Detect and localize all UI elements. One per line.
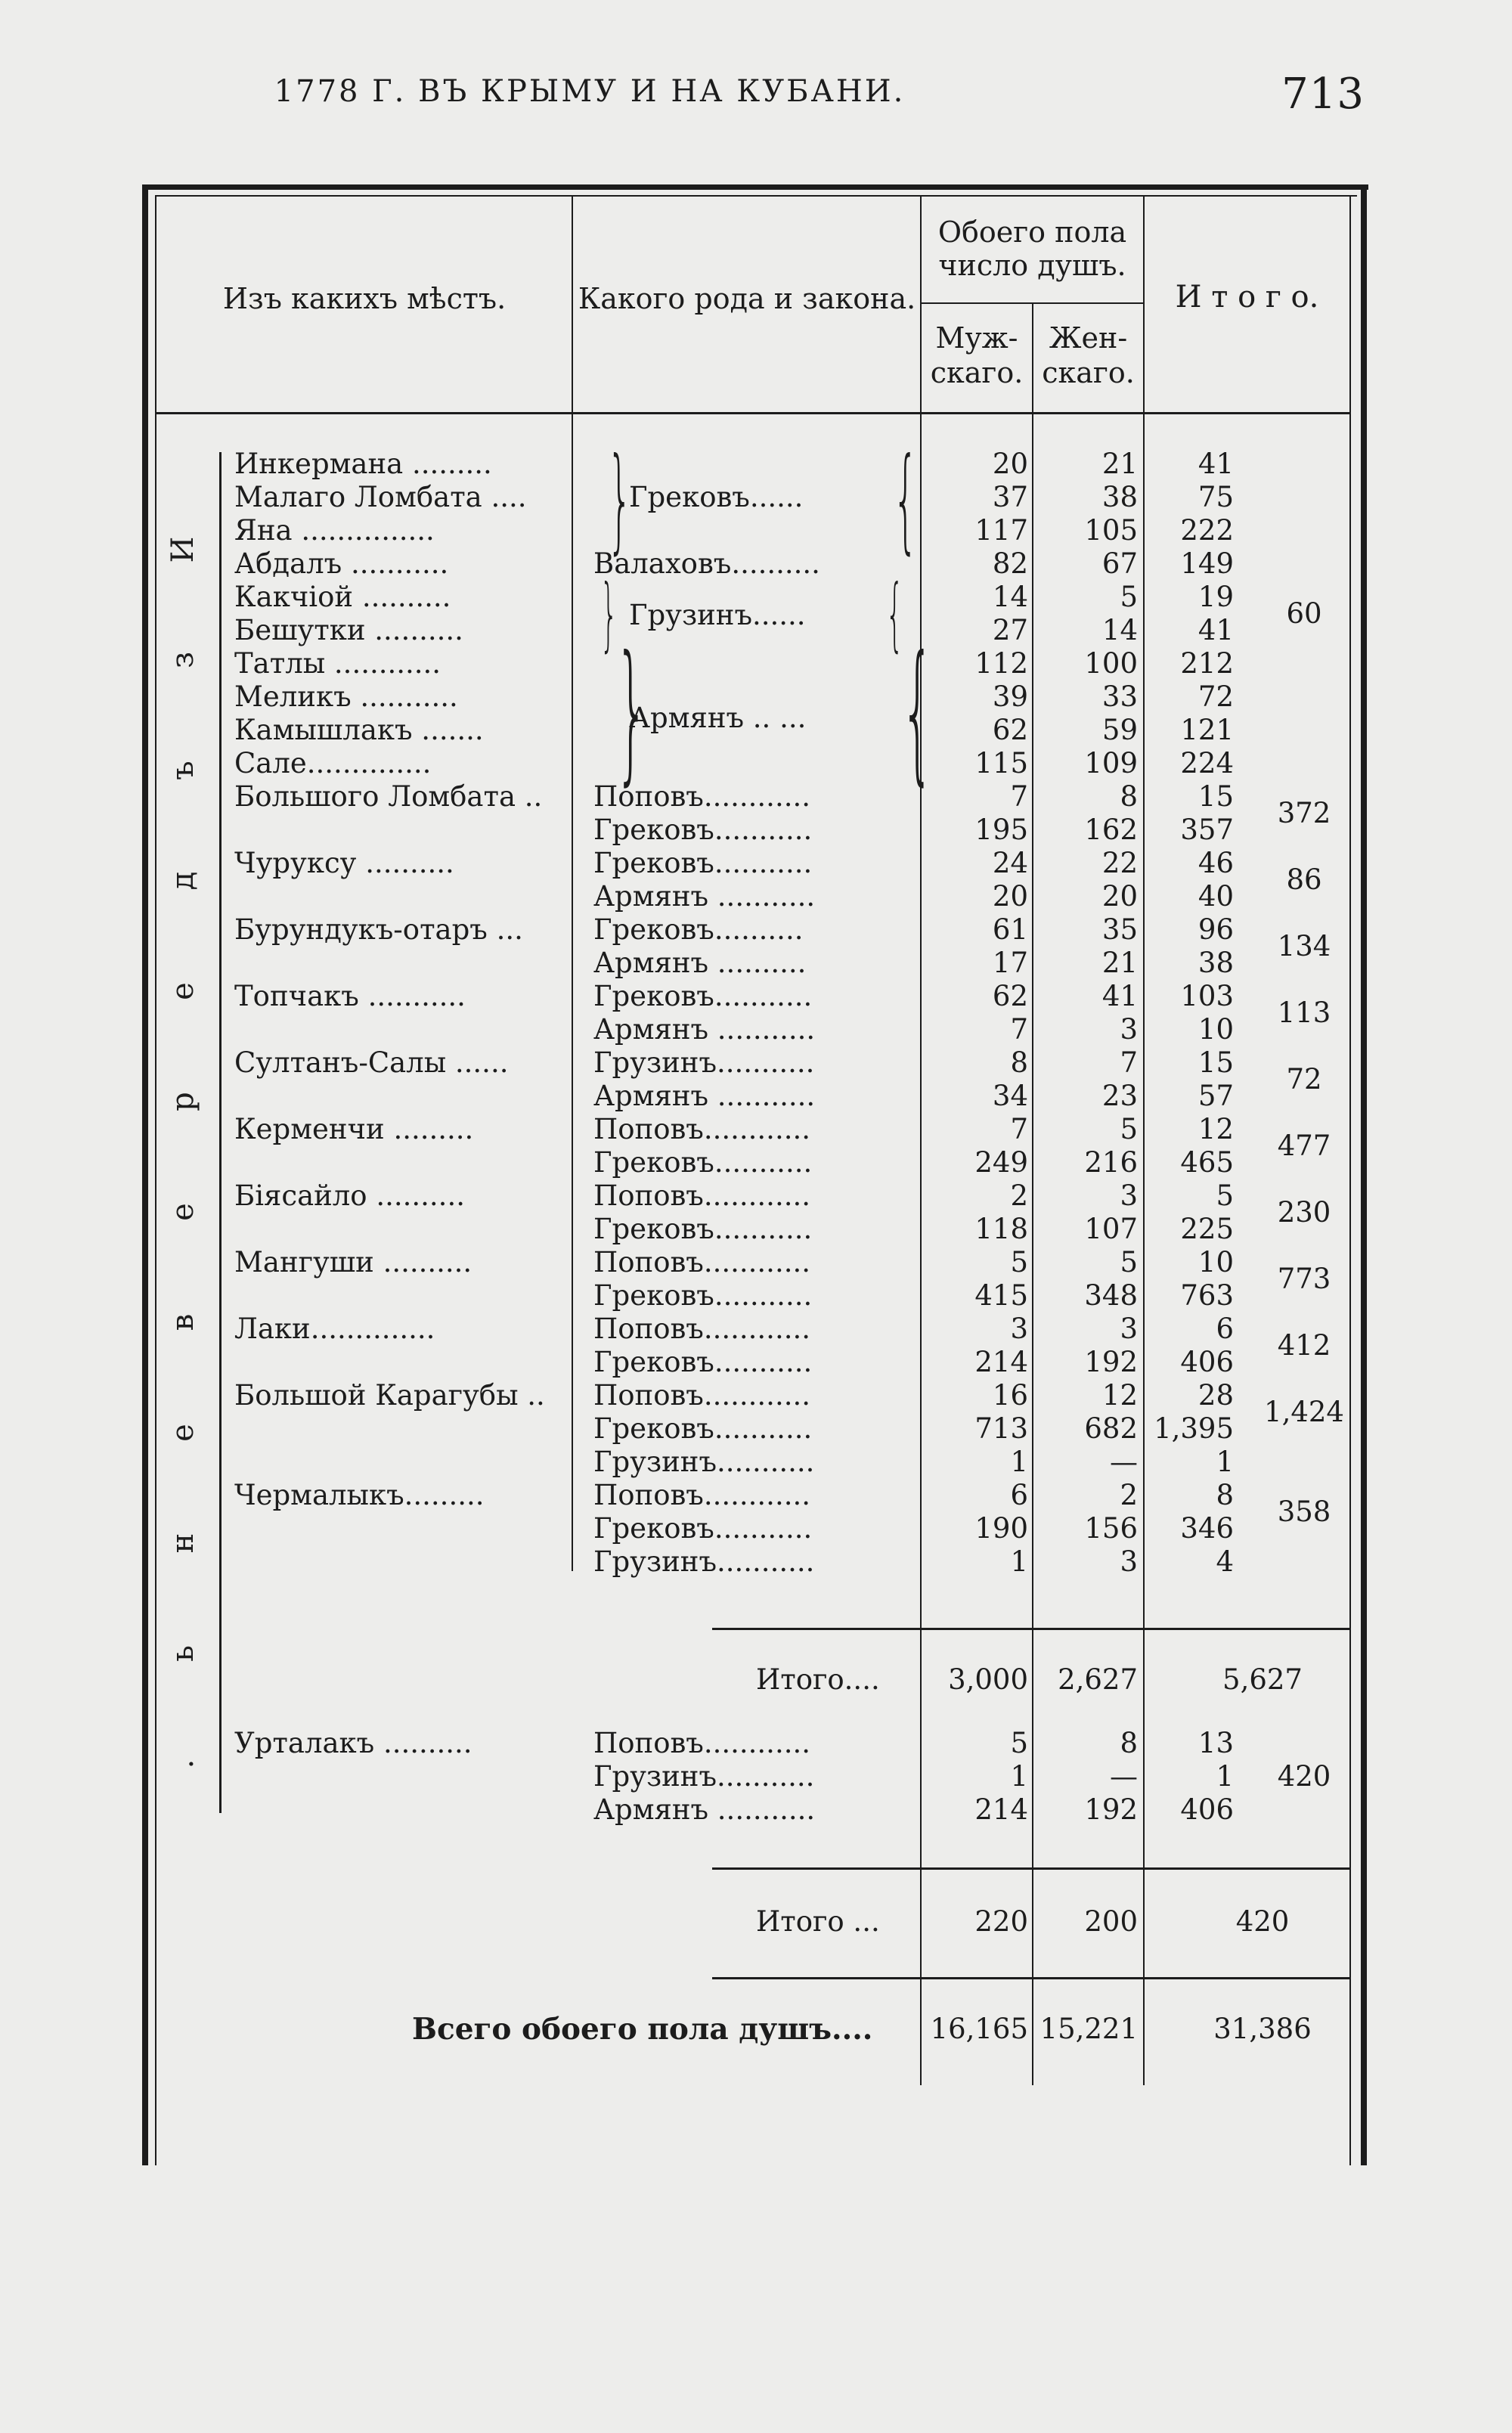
place-name: Меликъ ........... [234,680,458,713]
side-label-letter: е [166,982,200,1000]
male-count: 713 [974,1412,1028,1445]
female-count: 216 [1084,1146,1138,1179]
male-count: 61 [992,913,1028,946]
header-places: Изъ какихъ мѣстъ. [222,282,507,315]
rite-name: Поповъ............ [593,1113,810,1145]
group-total: 60 [1286,597,1322,630]
side-label-letter: . [166,1759,200,1769]
group-total: 72 [1286,1063,1322,1096]
grand-total-label: Всего обоего пола душъ.... [412,2012,873,2047]
subtotal2-female: 200 [1084,1905,1138,1938]
body-rule-3 [1143,414,1145,2085]
bracket-rule-a [219,452,222,1813]
female-count: 192 [1084,1346,1138,1378]
row-total: 57 [1198,1080,1234,1112]
group-total: 86 [1286,863,1322,896]
female-count: 23 [1101,1080,1138,1112]
side-label-letter: в [166,1313,200,1331]
row-total: 5 [1216,1179,1234,1212]
row-total: 406 [1180,1793,1234,1826]
top-rule-thin [155,195,1357,197]
side-label-letter: е [166,1424,200,1442]
place-name: Біясайло .......... [234,1179,465,1212]
row-total: 41 [1198,614,1234,646]
place-name: Малаго Ломбата .... [234,481,527,513]
row-total: 121 [1180,714,1234,746]
male-count: 1 [1010,1545,1028,1578]
top-rule [142,184,1368,190]
female-count: 348 [1084,1279,1138,1312]
male-count: 16 [992,1379,1028,1412]
row-total: 15 [1198,1046,1234,1079]
female-count: 3 [1120,1013,1138,1046]
header-male-l2: скаго. [930,356,1024,389]
subtotal1-total: 5,627 [1222,1663,1303,1696]
male-count: 82 [992,547,1028,580]
place-name: Сале.............. [234,747,432,779]
row-total: 19 [1198,581,1234,613]
rite-name: Армянъ ........... [593,880,816,913]
male-count: 24 [992,847,1028,879]
brace-greek-left: } [607,434,633,566]
female-count: 105 [1084,514,1138,547]
rite-name: Грековъ........... [593,980,813,1012]
side-label-letter: р [166,1092,200,1111]
rite-name: Поповъ............ [593,1379,810,1412]
male-count: 20 [992,880,1028,913]
row-total: 10 [1198,1013,1234,1046]
rite-name: Поповъ............ [593,1313,810,1345]
subtotal1-bottom-rule [712,1867,1349,1870]
male-count: 3 [1010,1313,1028,1345]
male-count: 7 [1010,780,1028,813]
male-count: 27 [992,614,1028,646]
female-count: 14 [1101,614,1138,646]
row-total: 465 [1180,1146,1234,1179]
rite-name: Валаховъ.......... [593,547,820,580]
male-count: 214 [974,1346,1028,1378]
subtotal1-label: Итого.... [756,1663,880,1696]
row-total: 13 [1198,1727,1234,1759]
side-label-letter: е [166,1203,200,1221]
place-name: Топчакъ ........... [234,980,466,1012]
group-total: 113 [1277,996,1331,1029]
female-count: 3 [1120,1179,1138,1212]
female-count: 5 [1120,1113,1138,1145]
page-number: 713 [1281,70,1365,119]
row-total: 103 [1180,980,1234,1012]
subtotal1-rule [712,1628,1349,1630]
place-name: Султанъ-Салы ...... [234,1046,509,1079]
row-total: 1 [1216,1446,1234,1478]
female-count: 5 [1120,1246,1138,1278]
brace-greek-right: { [893,434,919,566]
row-total: 4 [1216,1545,1234,1578]
female-count: — [1110,1760,1138,1793]
side-label-letter: д [166,871,200,891]
sexes-sub-rule [922,302,1143,304]
outer-left-rule [142,184,148,2165]
female-count: 682 [1084,1412,1138,1445]
subtotal2-male: 220 [974,1905,1028,1938]
place-name: Керменчи ......... [234,1113,474,1145]
female-count: 3 [1120,1313,1138,1345]
row-total: 1 [1216,1760,1234,1793]
male-count: 2 [1010,1179,1028,1212]
row-total: 149 [1180,547,1234,580]
rite-name: Грековъ........... [593,1412,813,1445]
male-count: 7 [1010,1013,1028,1046]
header-male-l1: Муж- [935,321,1018,355]
row-total: 28 [1198,1379,1234,1412]
row-total: 225 [1180,1213,1234,1245]
group-georgian: Грузинъ...... [629,599,806,631]
female-count: 21 [1101,448,1138,480]
place-name: Инкермана ......... [234,448,492,480]
rite-name: Грековъ........... [593,847,813,879]
rite-name: Грековъ........... [593,814,813,846]
place-name: Камышлакъ ....... [234,714,484,746]
header-both-sexes-l2: число душъ. [938,249,1126,282]
row-total: 6 [1216,1313,1234,1345]
place-name: Мангуши .......... [234,1246,472,1278]
rite-name: Грузинъ........... [593,1046,815,1079]
female-count: 2 [1120,1479,1138,1511]
female-count: 162 [1084,814,1138,846]
group-total: 773 [1277,1263,1331,1295]
male-count: 39 [992,680,1028,713]
rite-name: Грузинъ........... [593,1545,815,1578]
side-label-letter: ъ [166,761,200,780]
group-total: 1,424 [1264,1396,1344,1428]
side-label-letter: з [166,652,200,668]
place-name: Какчіой .......... [234,581,451,613]
rite-name: Грузинъ........... [593,1446,815,1478]
outer-right-rule [1361,184,1367,2165]
male-count: 415 [974,1279,1028,1312]
female-count: 35 [1101,913,1138,946]
subtotal2-total: 420 [1235,1905,1290,1938]
female-count: 67 [1101,547,1138,580]
rite-name: Поповъ............ [593,1179,810,1212]
group-total: 358 [1277,1495,1331,1528]
group-total: 477 [1277,1130,1331,1162]
male-count: 7 [1010,1113,1028,1145]
subtotal1-female: 2,627 [1058,1663,1138,1696]
rite-name: Грековъ........... [593,1512,813,1545]
rite-name: Армянъ .......... [593,947,807,979]
row-total: 38 [1198,947,1234,979]
rite-name: Грековъ........... [593,1346,813,1378]
rite-name: Грековъ........... [593,1213,813,1245]
group-total: 412 [1277,1329,1331,1362]
female-count: 5 [1120,581,1138,613]
rite-name: Грековъ........... [593,1146,813,1179]
header-rite: Какого рода и закона. [578,282,916,315]
subtotal2-bottom-rule [712,1977,1349,1979]
group-greek: Грековъ...... [629,481,804,513]
male-count: 115 [974,747,1028,779]
male-count: 1 [1010,1446,1028,1478]
row-total: 46 [1198,847,1234,879]
inner-right-rule [1349,195,1351,2165]
rite-name: Поповъ............ [593,780,810,813]
place-name: Чуруксу .......... [234,847,454,879]
group-total: 230 [1277,1196,1331,1229]
grand-total-female: 15,221 [1040,2013,1138,2045]
row-total: 40 [1198,880,1234,913]
col-rule-1 [572,197,573,412]
side-label-letter: И [166,536,200,563]
rite-name: Грузинъ........... [593,1760,815,1793]
group-total: 420 [1277,1760,1331,1793]
row-total: 72 [1198,680,1234,713]
place-name: Бурундукъ-отаръ ... [234,913,523,946]
male-count: 8 [1010,1046,1028,1079]
male-count: 117 [974,514,1028,547]
body-rule-mf [1032,414,1033,2085]
male-count: 5 [1010,1727,1028,1759]
place-name: Большой Карагубы .. [234,1379,545,1412]
body-rule-1 [572,414,573,1571]
male-count: 5 [1010,1246,1028,1278]
row-total: 75 [1198,481,1234,513]
row-total: 224 [1180,747,1234,779]
row-total: 12 [1198,1113,1234,1145]
female-count: 38 [1101,481,1138,513]
place-name: Чермалыкъ......... [234,1479,485,1511]
female-count: 156 [1084,1512,1138,1545]
male-count: 214 [974,1793,1028,1826]
row-total: 346 [1180,1512,1234,1545]
female-count: 12 [1101,1379,1138,1412]
brace-armenian-left: } [615,624,649,800]
rite-name: Поповъ............ [593,1246,810,1278]
rite-name: Армянъ ........... [593,1793,816,1826]
female-count: 22 [1101,847,1138,879]
row-total: 10 [1198,1246,1234,1278]
male-count: 20 [992,448,1028,480]
female-count: 3 [1120,1545,1138,1578]
female-count: 33 [1101,680,1138,713]
row-total: 41 [1198,448,1234,480]
rite-name: Грековъ.......... [593,913,804,946]
running-head: 1778 Г. ВЪ КРЫМУ И НА КУБАНИ. [274,74,906,109]
row-total: 357 [1180,814,1234,846]
rite-name: Армянъ ........... [593,1013,816,1046]
brace-georgian-right: { [885,568,904,660]
brace-armenian-right: { [900,624,934,800]
rite-name: Грековъ........... [593,1279,813,1312]
grand-total-total: 31,386 [1213,2013,1312,2045]
female-count: — [1110,1446,1138,1478]
male-count: 62 [992,714,1028,746]
male-count: 118 [974,1213,1028,1245]
male-count: 6 [1010,1479,1028,1511]
row-total: 406 [1180,1346,1234,1378]
place-name: Большого Ломбата .. [234,780,543,813]
male-count: 249 [974,1146,1028,1179]
male-count: 1 [1010,1760,1028,1793]
male-count: 17 [992,947,1028,979]
inner-left-rule [155,195,156,2165]
place-name: Лаки.............. [234,1313,435,1345]
row-total: 1,395 [1154,1412,1234,1445]
grand-total-male: 16,165 [930,2013,1028,2045]
male-count: 190 [974,1512,1028,1545]
female-count: 8 [1120,1727,1138,1759]
female-count: 109 [1084,747,1138,779]
group-total: 372 [1277,797,1331,829]
subtotal2-label: Итого ... [756,1905,880,1938]
female-count: 20 [1101,880,1138,913]
female-count: 7 [1120,1046,1138,1079]
male-count: 34 [992,1080,1028,1112]
male-count: 112 [974,647,1028,680]
female-count: 21 [1101,947,1138,979]
row-total: 96 [1198,913,1234,946]
row-total: 222 [1180,514,1234,547]
place-name: Абдалъ ........... [234,547,449,580]
male-count: 37 [992,481,1028,513]
male-count: 195 [974,814,1028,846]
brace-georgian-left: } [600,568,618,660]
female-count: 192 [1084,1793,1138,1826]
row-total: 8 [1216,1479,1234,1511]
header-bottom-rule [155,412,1351,414]
male-count: 62 [992,980,1028,1012]
side-label-letter: ь [166,1645,200,1662]
rite-name: Поповъ............ [593,1479,810,1511]
row-total: 212 [1180,647,1234,680]
female-count: 100 [1084,647,1138,680]
row-total: 15 [1198,780,1234,813]
subtotal1-male: 3,000 [948,1663,1028,1696]
header-female-l2: скаго. [1042,356,1135,389]
side-label-letter: н [166,1533,200,1554]
rite-name: Армянъ ........... [593,1080,816,1112]
rite-name: Поповъ............ [593,1727,810,1759]
row-total: 763 [1180,1279,1234,1312]
header-female-l1: Жен- [1049,321,1128,355]
place-name: Яна ............... [234,514,435,547]
group-armenian: Армянъ .. ... [629,702,807,734]
female-count: 107 [1084,1213,1138,1245]
place-name: Урталакъ .......... [234,1727,472,1759]
female-count: 59 [1101,714,1138,746]
female-count: 8 [1120,780,1138,813]
header-both-sexes-l1: Обоего пола [937,215,1127,249]
female-count: 41 [1101,980,1138,1012]
group-total: 134 [1277,930,1331,962]
place-name: Татлы ............ [234,647,442,680]
header-total: И т о г о. [1175,280,1319,315]
place-name: Бешутки .......... [234,614,463,646]
male-count: 14 [992,581,1028,613]
